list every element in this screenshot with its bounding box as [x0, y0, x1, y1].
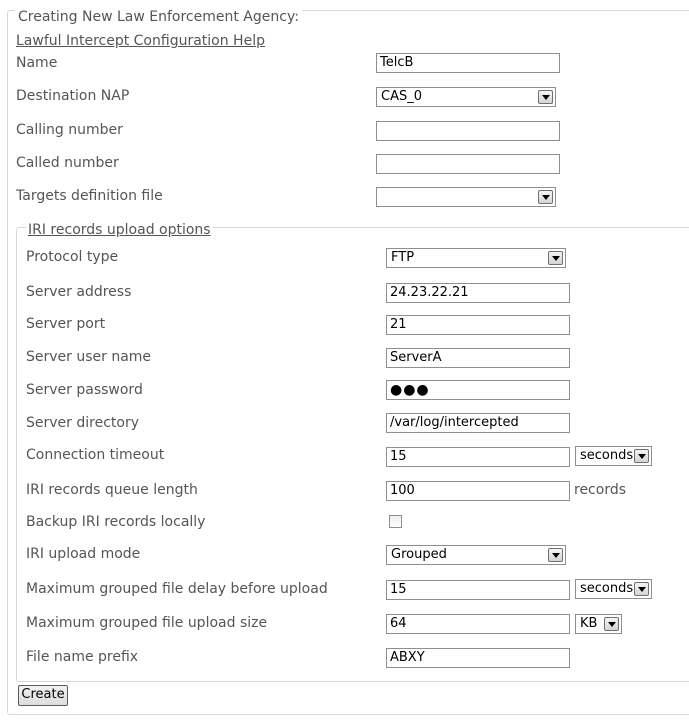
calling-number-input[interactable]: [376, 121, 560, 141]
max-delay-label: Maximum grouped file delay before upload: [26, 581, 328, 597]
server-port-input[interactable]: 21: [386, 315, 570, 335]
server-password-label: Server password: [26, 382, 143, 398]
server-user-input[interactable]: ServerA: [386, 348, 570, 368]
server-directory-label: Server directory: [26, 415, 139, 431]
iri-legend[interactable]: IRI records upload options: [28, 222, 211, 238]
file-prefix-input[interactable]: ABXY: [386, 648, 570, 668]
server-address-label: Server address: [26, 284, 132, 300]
upload-mode-select[interactable]: [386, 545, 566, 565]
backup-checkbox[interactable]: [389, 515, 402, 528]
help-link[interactable]: Lawful Intercept Configuration Help: [16, 33, 265, 49]
connection-timeout-label: Connection timeout: [26, 447, 165, 463]
server-port-label: Server port: [26, 316, 106, 332]
chevron-down-icon: [538, 190, 553, 204]
max-size-label: Maximum grouped file upload size: [26, 615, 268, 631]
targets-file-select[interactable]: [376, 187, 556, 207]
upload-mode-value: Grouped: [391, 547, 447, 562]
called-number-label: Called number: [16, 155, 119, 171]
max-delay-input[interactable]: 15: [386, 580, 570, 600]
protocol-type-value: FTP: [391, 250, 415, 265]
chevron-down-icon: [548, 548, 563, 562]
queue-length-label: IRI records queue length: [26, 482, 198, 498]
server-user-label: Server user name: [26, 349, 152, 365]
destination-nap-label: Destination NAP: [16, 88, 130, 104]
chevron-down-icon: [604, 617, 619, 631]
backup-label: Backup IRI records locally: [26, 514, 206, 530]
name-input[interactable]: TelcB: [376, 53, 560, 73]
max-delay-unit-value: seconds: [580, 581, 634, 596]
targets-file-label: Targets definition file: [16, 188, 163, 204]
queue-length-unit: records: [574, 482, 627, 498]
connection-timeout-input[interactable]: 15: [386, 447, 570, 467]
create-button[interactable]: Create: [18, 685, 68, 706]
max-delay-unit-select[interactable]: [575, 579, 652, 599]
chevron-down-icon: [634, 582, 649, 596]
destination-nap-value: CAS_0: [381, 89, 422, 104]
file-prefix-label: File name prefix: [26, 649, 139, 665]
upload-mode-label: IRI upload mode: [26, 546, 141, 562]
chevron-down-icon: [538, 90, 553, 104]
server-password-input[interactable]: ●●●: [386, 380, 570, 400]
max-size-input[interactable]: 64: [386, 614, 570, 634]
name-label: Name: [16, 55, 58, 71]
connection-timeout-unit-select[interactable]: [575, 446, 652, 466]
max-size-unit-value: KB: [580, 616, 598, 631]
max-size-unit-select[interactable]: [575, 614, 622, 634]
chevron-down-icon: [634, 449, 649, 463]
connection-timeout-unit-value: seconds: [580, 448, 634, 463]
agency-legend: Creating New Law Enforcement Agency:: [15, 9, 302, 25]
queue-length-input[interactable]: 100: [386, 481, 570, 501]
protocol-type-label: Protocol type: [26, 249, 119, 265]
server-directory-input[interactable]: /var/log/intercepted: [386, 413, 570, 433]
chevron-down-icon: [548, 251, 563, 265]
server-address-input[interactable]: 24.23.22.21: [386, 283, 570, 303]
protocol-type-select[interactable]: [386, 248, 566, 268]
calling-number-label: Calling number: [16, 122, 123, 138]
called-number-input[interactable]: [376, 154, 560, 174]
destination-nap-select[interactable]: [376, 87, 556, 107]
